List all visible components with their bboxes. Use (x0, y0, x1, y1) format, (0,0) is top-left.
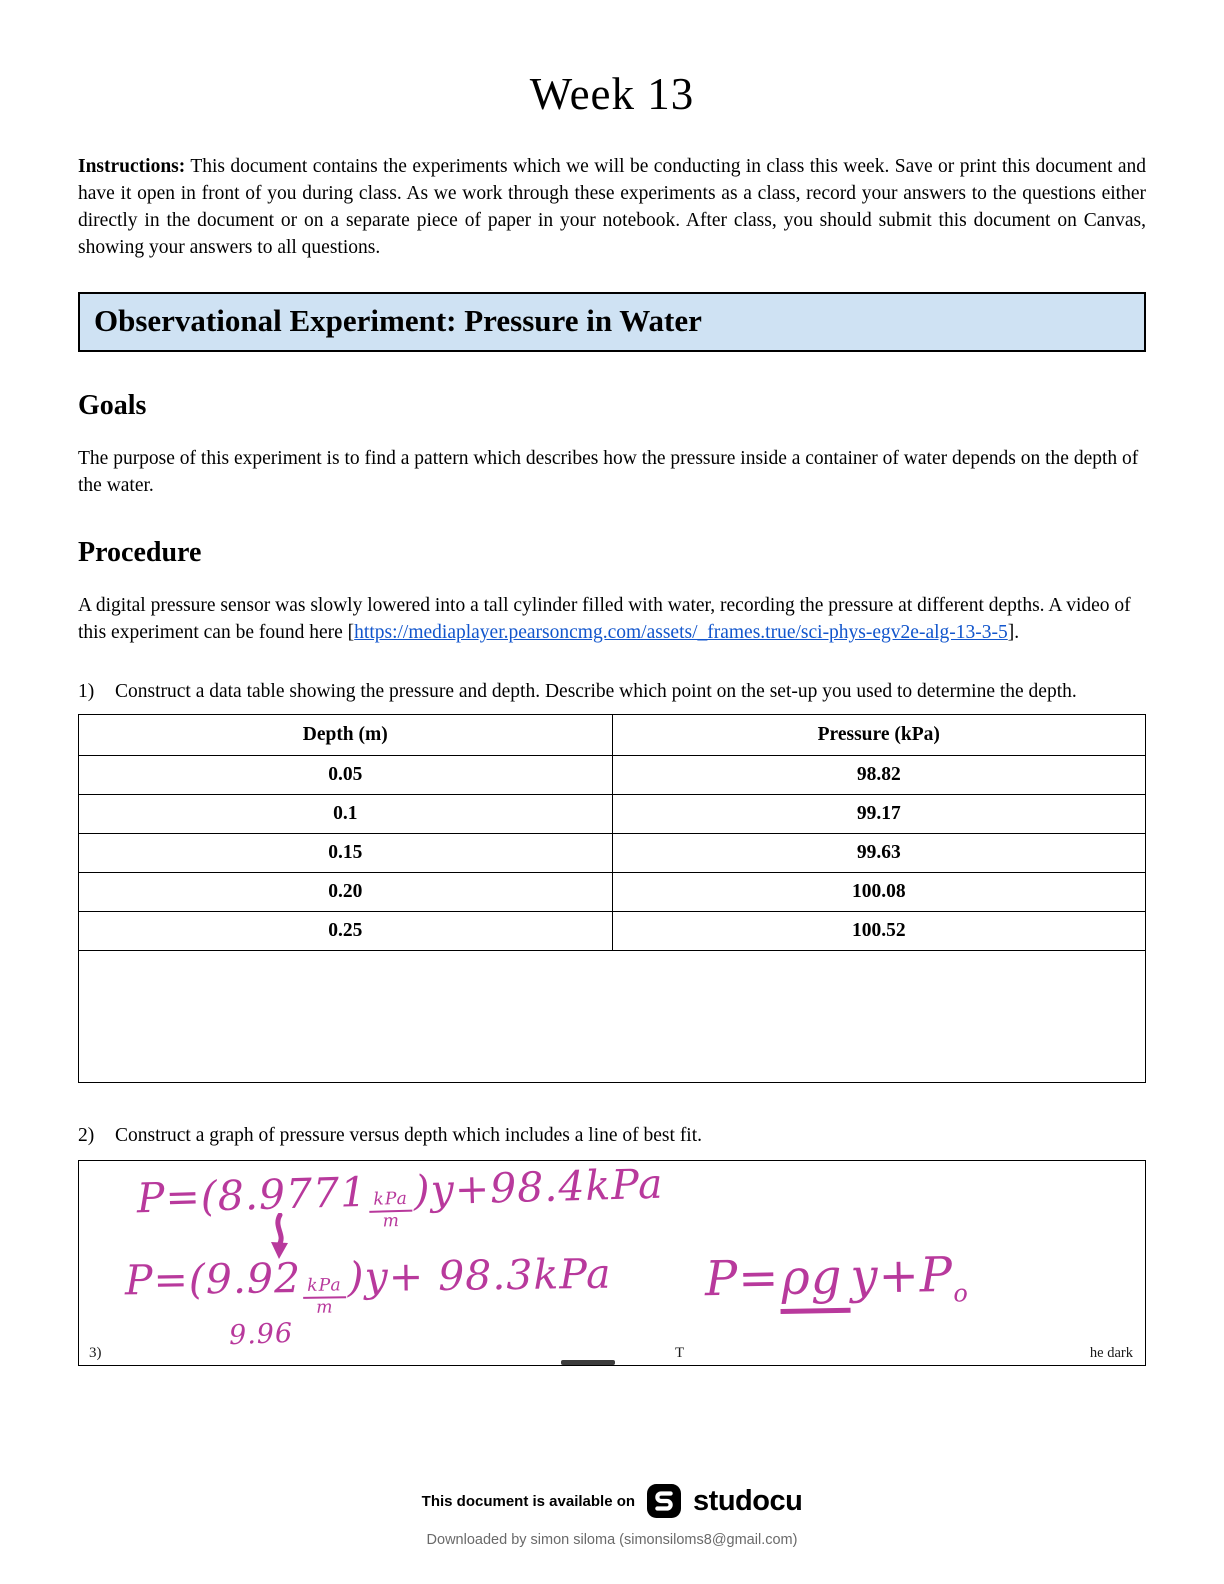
formula-subscript: o (953, 1279, 970, 1308)
table-row (79, 756, 1146, 795)
data-table (78, 714, 1146, 1083)
goals-heading: Goals (78, 389, 147, 421)
table-row (79, 873, 1146, 912)
handwritten-note: 9.96 (228, 1317, 294, 1352)
equation-1-pre: P=(8.9771 (136, 1167, 368, 1223)
handwritten-equation-2 (125, 1250, 612, 1321)
studocu-wordmark: studocu (693, 1484, 803, 1517)
table-empty-row (79, 951, 1146, 1083)
equation-2-post: )y+ 98.3kPa (347, 1249, 612, 1302)
table-row (79, 834, 1146, 873)
procedure-body-text: A digital pressure sensor was slowly lowered into a tall cylinder filled with water, recording the pressure at different depths. A video of this experiment can be found here (78, 595, 1131, 644)
footer-downloaded-text: Downloaded by simon siloma (simonsiloms8@gmail.com) (426, 1532, 798, 1548)
fraction-denominator: m (382, 1211, 401, 1232)
footer (0, 1484, 1224, 1548)
question-1-number: 1) (78, 681, 95, 703)
instructions-paragraph (78, 154, 1146, 262)
fraction-numerator: kPa (369, 1190, 412, 1213)
formula-pre: P= (704, 1250, 780, 1308)
experiment-video-link[interactable]: https://mediaplayer.pearsoncmg.com/assets/_frames.true/sci-phys-egv2e-alg-13-3-5 (354, 622, 1008, 644)
bracket-open: [ (347, 622, 355, 644)
formula-rho-g-underlined: ρg (779, 1249, 851, 1314)
footer-brand-row (0, 1484, 1224, 1518)
depth-cell: 0.20 (79, 873, 613, 912)
instructions-text: This document contains the experiments which we will be conducting in class this week. Save or print this document and have it open in front of you during class. As we work through these experiments as a class, record your answers to the questions either directly in the document or on a separate piece of paper in your notebook. After class, you should submit this document on Canvas, showing your answers to all questions. (78, 156, 1146, 258)
depth-cell: 0.15 (79, 834, 613, 873)
handwritten-equation-1 (136, 1160, 664, 1239)
column-header-pressure: Pressure (kPa) (612, 715, 1146, 756)
procedure-text (78, 593, 1146, 647)
equation-2-pre: P=(9.92 (124, 1254, 302, 1305)
bracket-close: ]. (1007, 622, 1020, 644)
goals-text: The purpose of this experiment is to find a pattern which describes how the pressure inside a container of water depends on the depth of the water. (78, 447, 1139, 496)
question-2-text: Construct a graph of pressure versus depth which includes a line of best fit. (115, 1125, 703, 1147)
instructions-label: Instructions: (78, 156, 186, 177)
cropped-text-middle: T (675, 1345, 685, 1362)
column-header-depth: Depth (m) (79, 715, 613, 756)
cropped-text-right: he dark (1089, 1345, 1133, 1362)
table-row (79, 795, 1146, 834)
pressure-cell: 99.63 (612, 834, 1146, 873)
table-row (79, 912, 1146, 951)
fraction-numerator: kPa (303, 1277, 346, 1300)
pressure-cell: 98.82 (612, 756, 1146, 795)
depth-cell: 0.05 (79, 756, 613, 795)
fraction-denominator: m (315, 1297, 334, 1318)
studocu-logo-icon (647, 1484, 681, 1518)
footer-available-text: This document is available on (421, 1492, 636, 1510)
pressure-cell: 100.52 (612, 912, 1146, 951)
procedure-heading: Procedure (78, 537, 202, 569)
question-1 (78, 679, 1146, 706)
question-1-text: Construct a data table showing the pressure and depth. Describe which point on the set-up you used to determine the depth. (115, 681, 1077, 703)
cropped-text-left: 3) (89, 1345, 102, 1362)
pressure-cell: 100.08 (612, 873, 1146, 912)
cropped-text-fragment (561, 1360, 615, 1365)
experiment-banner: Observational Experiment: Pressure in Water (78, 292, 1146, 352)
page-title: Week 13 (529, 69, 695, 119)
depth-cell: 0.25 (79, 912, 613, 951)
empty-answer-area (79, 951, 1146, 1083)
fraction-kpa-per-m (369, 1190, 413, 1232)
question-2-number: 2) (78, 1125, 95, 1147)
pressure-cell: 99.17 (612, 795, 1146, 834)
handwritten-general-formula (704, 1247, 969, 1312)
table-header-row (79, 715, 1146, 756)
equation-1-post: )y+98.4kPa (412, 1159, 665, 1215)
depth-cell: 0.1 (79, 795, 613, 834)
graph-answer-box (78, 1160, 1146, 1366)
formula-post: y+P (849, 1247, 954, 1305)
fraction-kpa-per-m (303, 1277, 346, 1318)
question-2 (78, 1123, 1146, 1150)
